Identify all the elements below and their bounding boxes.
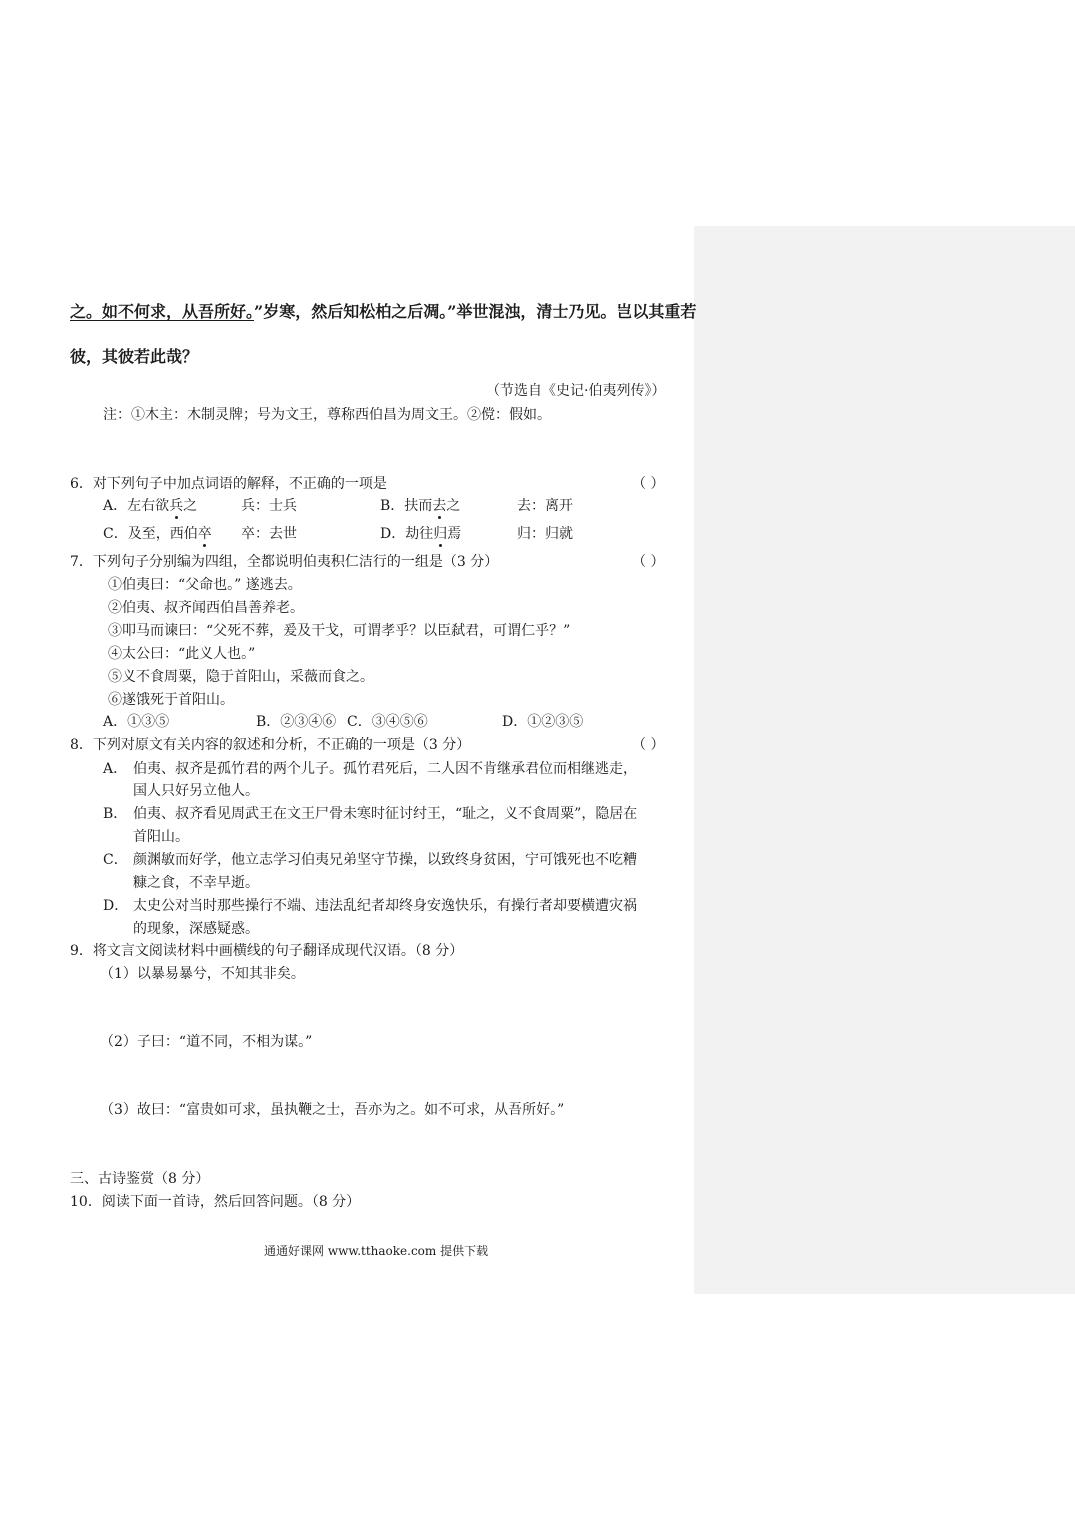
page-footer: 通通好课网 www.tthaoke.com 提供下载 bbox=[264, 1244, 489, 1258]
q6-d-text-end: 焉 bbox=[447, 526, 462, 542]
q8-option-a-line2: 国人只好另立他人。 bbox=[133, 783, 259, 799]
q7-answer-bracket: （ ） bbox=[632, 554, 665, 570]
q6-d-dotted-word: 归 bbox=[433, 526, 448, 542]
q8-option-b-line1: 伯夷、叔齐看见周武王在文王尸骨未寒时征讨纣王，“耻之，义不食周粟”，隐居在 bbox=[133, 806, 638, 822]
q6-d-label: D． bbox=[380, 526, 406, 542]
q6-option-d-gloss: 归：归就 bbox=[517, 526, 573, 542]
q8-option-a-line1: 伯夷、叔齐是孤竹君的两个儿子。孤竹君死后，二人因不肯继承君位而相继逃走， bbox=[133, 761, 637, 777]
q7-item: ⑥遂饿死于首阳山。 bbox=[108, 692, 234, 708]
q7-option-c: C．③④⑤⑥ bbox=[347, 714, 428, 730]
section-3-heading: 三、古诗鉴赏（8 分） bbox=[70, 1171, 210, 1187]
q6-c-text: 及至，西伯 bbox=[127, 526, 198, 542]
q7-item: ⑤义不食周粟，隐于首阳山，采薇而食之。 bbox=[108, 669, 374, 685]
q7-option-d: D．①②③⑤ bbox=[502, 714, 584, 730]
q10-stem: 10．阅读下面一首诗，然后回答问题。（8 分） bbox=[70, 1194, 361, 1210]
q8-option-c-line1: 颜渊敏而好学，他立志学习伯夷兄弟坚守节操，以致终身贫困，宁可饿死也不吃糟 bbox=[133, 852, 637, 868]
q9-sentence-3: （3）故曰：“富贵如可求，虽执鞭之士，吾亦为之。如不可求，从吾所好。” bbox=[100, 1102, 565, 1118]
q6-b-dotted-word: 去 bbox=[432, 498, 447, 514]
q8-option-b-line2: 首阳山。 bbox=[133, 829, 189, 845]
q6-option-c-gloss: 卒：去世 bbox=[241, 526, 297, 542]
q8-option-a-label: A． bbox=[103, 761, 128, 777]
passage-line-1-rest: ”岁寒，然后知松柏之后凋。”举世混浊，清士乃见。岂以其重若 bbox=[254, 302, 697, 321]
q8-option-d-line1: 太史公对当时那些操行不端、违法乱纪者却终身安逸快乐，有操行者却要横遭灾祸 bbox=[133, 898, 637, 914]
q8-option-c-label: C． bbox=[103, 852, 128, 868]
q6-d-text: 劫往 bbox=[405, 526, 434, 542]
comment-pane bbox=[694, 226, 1075, 1294]
q8-option-d-label: D． bbox=[103, 898, 129, 914]
passage-note: 注：①木主：木制灵牌；号为文王，尊称西伯昌为周文王。②傥：假如。 bbox=[103, 407, 551, 423]
passage-line-2: 彼，其彼若此哉？ bbox=[70, 347, 199, 366]
q6-a-text: 左右欲 bbox=[127, 498, 170, 514]
q8-stem: 8．下列对原文有关内容的叙述和分析，不正确的一项是（3 分） bbox=[70, 737, 471, 753]
q7-item: ③叩马而谏曰：“父死不葬，爰及干戈，可谓孝乎？以臣弑君，可谓仁乎？” bbox=[108, 623, 571, 639]
q7-item: ①伯夷曰：“父命也。” 遂逃去。 bbox=[108, 577, 302, 593]
q6-option-b bbox=[380, 497, 460, 515]
q6-option-a bbox=[103, 497, 197, 515]
q7-option-b: B．②③④⑥ bbox=[256, 714, 337, 730]
q6-b-text-end: 之 bbox=[446, 498, 461, 514]
q6-a-label: A． bbox=[103, 498, 128, 514]
underlined-sentence: 之。如不何求，从吾所好。 bbox=[70, 302, 255, 321]
q6-a-dotted-word: 兵 bbox=[169, 498, 184, 514]
q6-option-b-gloss: 去：离开 bbox=[517, 498, 573, 514]
q8-answer-bracket: （ ） bbox=[632, 737, 665, 753]
passage-source: （节选自《史记·伯夷列传》） bbox=[486, 383, 666, 399]
q8-option-c-line2: 糠之食，不幸早逝。 bbox=[133, 875, 259, 891]
q9-sentence-1: （1）以暴易暴兮，不知其非矣。 bbox=[100, 966, 305, 982]
q8-option-b-label: B． bbox=[103, 806, 128, 822]
q9-stem: 9．将文言文阅读材料中画横线的句子翻译成现代汉语。（8 分） bbox=[70, 943, 464, 959]
q7-stem: 7．下列句子分别编为四组，全都说明伯夷积仁洁行的一组是（3 分） bbox=[70, 554, 499, 570]
passage-line-1 bbox=[70, 302, 696, 322]
q8-option-d-line2: 的现象，深感疑惑。 bbox=[133, 921, 259, 937]
q7-option-a: A．①③⑤ bbox=[103, 714, 170, 730]
q6-option-c bbox=[103, 525, 212, 543]
q7-item: ④太公曰：“此义人也。” bbox=[108, 646, 256, 662]
q6-c-label: C． bbox=[103, 526, 128, 542]
q6-b-label: B． bbox=[380, 498, 405, 514]
q6-c-dotted-word: 卒 bbox=[197, 526, 212, 542]
q9-sentence-2: （2）子曰：“道不同，不相为谋。” bbox=[100, 1034, 313, 1050]
q6-answer-bracket: （ ） bbox=[632, 476, 665, 492]
q6-option-a-gloss: 兵：士兵 bbox=[241, 498, 297, 514]
q6-a-text-end: 之 bbox=[183, 498, 198, 514]
q7-item: ②伯夷、叔齐闻西伯昌善养老。 bbox=[108, 600, 304, 616]
q6-b-text: 扶而 bbox=[404, 498, 433, 514]
q6-stem: 6．对下列句子中加点词语的解释，不正确的一项是 bbox=[70, 476, 387, 492]
q6-option-d bbox=[380, 525, 461, 543]
